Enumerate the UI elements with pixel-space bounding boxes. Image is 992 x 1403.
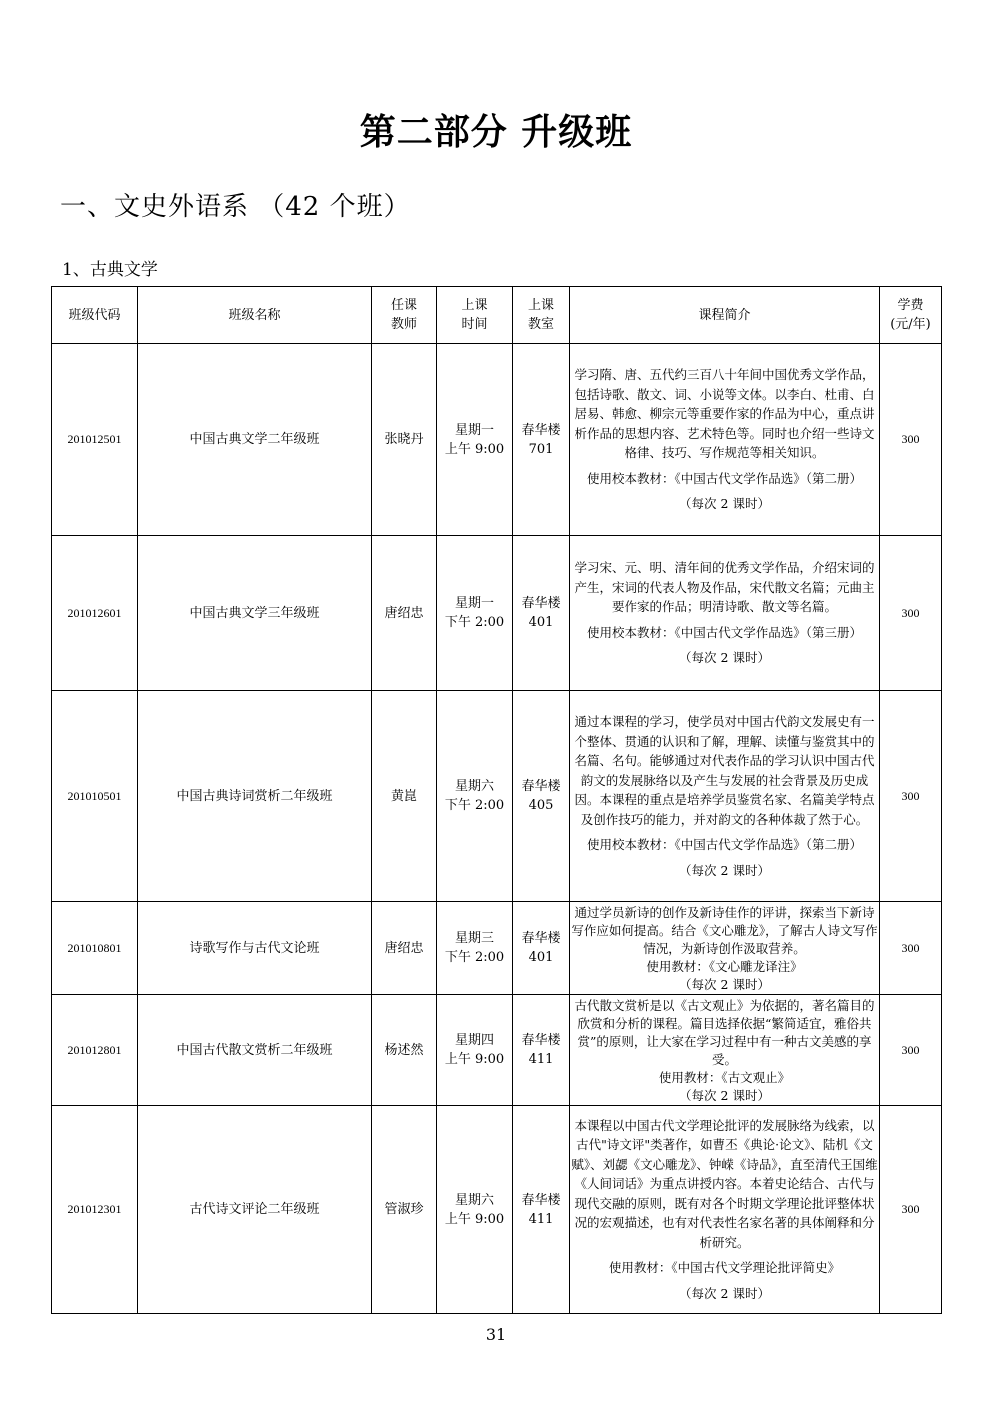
textbook-text: 使用校本教材：《中国古代文学作品选》（第二册） [586, 837, 862, 852]
class-day: 星期四 [454, 1033, 494, 1048]
header-time [437, 287, 513, 344]
class-hour: 下午 2:00 [444, 798, 505, 813]
class-name: 古代诗文评论二年级班 [138, 1106, 372, 1314]
class-code: 201012501 [52, 344, 138, 536]
class-code: 201010501 [52, 691, 138, 902]
classroom [513, 691, 570, 902]
class-code: 201010801 [52, 902, 138, 995]
class-code: 201012601 [52, 536, 138, 691]
tuition-fee: 300 [880, 902, 942, 995]
section-title: 一、文史外语系 （42 个班） [60, 192, 411, 222]
course-table [51, 286, 942, 1314]
classroom-building: 春华楼 [521, 1192, 561, 1208]
table-row [52, 536, 942, 691]
class-day: 星期三 [454, 931, 494, 946]
header-time-line1: 上课 [461, 298, 488, 313]
header-fee-line2: (元/年) [890, 317, 931, 332]
classroom-number: 411 [528, 1052, 554, 1067]
table-row [52, 691, 942, 902]
hours-text: （每次 2 课时） [679, 977, 770, 992]
hours-text: （每次 2 课时） [679, 862, 770, 878]
description-text: 通过本课程的学习，使学员对中国古代韵文发展史有一个整体、贯通的认识和了解，理解、读懂与鉴赏其中的名篇、名句。能够通过对代表作品的学习认识中国古代韵文的发展脉络以及产生与发展的社会背景及历史成因。本课程的重点是培养学员鉴赏名家、名篇美学特点及创作技巧的能力，并对韵文的各种体裁了然于心。 [574, 714, 875, 827]
class-hour: 下午 2:00 [444, 615, 505, 630]
textbook-text: 使用教材：《文心雕龙译注》 [646, 959, 803, 974]
hours-text: （每次 2 课时） [679, 1285, 770, 1301]
class-time [437, 902, 513, 995]
header-room-line2: 教室 [527, 317, 554, 332]
header-fee-line1: 学费 [897, 298, 924, 313]
class-name: 中国古典文学二年级班 [138, 344, 372, 536]
course-description [570, 536, 880, 691]
table-row [52, 1106, 942, 1314]
header-teacher-line1: 任课 [390, 298, 417, 313]
class-hour: 上午 9:00 [444, 441, 505, 457]
teacher-name: 唐绍忠 [372, 536, 437, 691]
class-hour: 下午 2:00 [444, 950, 505, 965]
table-row [52, 995, 942, 1106]
course-description [570, 691, 880, 902]
header-room-line1: 上课 [527, 298, 554, 313]
classroom-building: 春华楼 [521, 422, 561, 438]
course-description [570, 344, 880, 536]
classroom-building: 春华楼 [521, 931, 561, 946]
tuition-fee: 300 [880, 995, 942, 1106]
classroom-number: 411 [528, 1211, 554, 1227]
hours-text: （每次 2 课时） [679, 496, 770, 512]
classroom [513, 995, 570, 1106]
header-teacher-line2: 教师 [390, 317, 417, 332]
class-name: 诗歌写作与古代文论班 [138, 902, 372, 995]
textbook-text: 使用教材：《中国古代文学理论批评简史》 [608, 1260, 841, 1276]
header-class-name: 班级名称 [138, 287, 372, 344]
header-teacher [372, 287, 437, 344]
part-title: 第二部分 升级班 [359, 111, 633, 153]
class-code: 201012801 [52, 995, 138, 1106]
class-name: 中国古典文学三年级班 [138, 536, 372, 691]
class-hour: 上午 9:00 [444, 1211, 505, 1227]
header-description: 课程简介 [570, 287, 880, 344]
course-description [570, 902, 880, 995]
hours-text: （每次 2 课时） [679, 650, 770, 666]
class-day: 星期一 [454, 596, 494, 611]
textbook-text: 使用校本教材：《中国古代文学作品选》（第三册） [586, 624, 862, 640]
class-day: 星期六 [454, 779, 494, 794]
description-text: 通过学员新诗的创作及新诗佳作的评讲，探索当下新诗写作应如何提高。结合《文心雕龙》，了解古人诗文写作情况，为新诗创作汲取营养。 [571, 905, 878, 956]
class-hour: 上午 9:00 [444, 1052, 505, 1067]
classroom-building: 春华楼 [521, 596, 561, 611]
teacher-name: 黄崑 [372, 691, 437, 902]
tuition-fee: 300 [880, 1106, 942, 1314]
class-code: 201012301 [52, 1106, 138, 1314]
table-row [52, 902, 942, 995]
header-room [513, 287, 570, 344]
textbook-text: 使用校本教材：《中国古代文学作品选》（第二册） [586, 470, 862, 486]
class-name: 中国古典诗词赏析二年级班 [138, 691, 372, 902]
tuition-fee: 300 [880, 344, 942, 536]
classroom-building: 春华楼 [521, 779, 561, 794]
teacher-name: 唐绍忠 [372, 902, 437, 995]
subsection-title: 1、古典文学 [62, 260, 158, 280]
header-fee [880, 287, 942, 344]
textbook-text: 使用教材：《古文观止》 [658, 1070, 791, 1085]
classroom-number: 701 [528, 441, 554, 457]
class-time [437, 691, 513, 902]
classroom-number: 401 [528, 950, 554, 965]
course-description [570, 1106, 880, 1314]
description-text: 学习隋、唐、五代约三百八十年间中国优秀文学作品，包括诗歌、散文、词、小说等文体。以李白、杜甫、白居易、韩愈、柳宗元等重要作家的作品为中心，重点讲析作品的思想内容、艺术特色等。同时也介绍一些诗文格律、技巧、写作规范等相关知识。 [574, 367, 875, 461]
class-time [437, 995, 513, 1106]
classroom [513, 536, 570, 691]
table-row [52, 344, 942, 536]
class-day: 星期六 [454, 1192, 494, 1208]
tuition-fee: 300 [880, 691, 942, 902]
page-number: 31 [485, 1325, 507, 1344]
classroom-number: 405 [528, 798, 554, 813]
classroom-building: 春华楼 [521, 1033, 561, 1048]
class-time [437, 344, 513, 536]
table-header-row [52, 287, 942, 344]
description-text: 本课程以中国古代文学理论批评的发展脉络为线索，以古代"诗文评"类著作，如曹丕《典论·论文》、陆机《文赋》、刘勰《文心雕龙》、钟嵘《诗品》，直至清代王国维《人间词话》为重点讲授内容。本着史论结合、古代与现代交融的原则，既有对各个时期文学理论批评整体状况的宏观描述，也有对代表性名家名著的具体阐释和分析研究。 [571, 1117, 878, 1250]
class-day: 星期一 [454, 422, 494, 438]
header-time-line2: 时间 [461, 317, 488, 332]
description-text: 学习宋、元、明、清年间的优秀文学作品，介绍宋词的产生，宋词的代表人物及作品，宋代散文名篇；元曲主要作家的作品；明清诗歌、散文等名篇。 [574, 560, 875, 615]
class-time [437, 1106, 513, 1314]
teacher-name: 杨述然 [372, 995, 437, 1106]
hours-text: （每次 2 课时） [679, 1088, 770, 1103]
class-name: 中国古代散文赏析二年级班 [138, 995, 372, 1106]
teacher-name: 张晓丹 [372, 344, 437, 536]
classroom [513, 902, 570, 995]
classroom [513, 1106, 570, 1314]
teacher-name: 管淑珍 [372, 1106, 437, 1314]
course-description [570, 995, 880, 1106]
tuition-fee: 300 [880, 536, 942, 691]
class-time [437, 536, 513, 691]
description-text: 古代散文赏析是以《古文观止》为依据的，著名篇目的欣赏和分析的课程。篇目选择依据“繁简适宜，雅俗共赏”的原则，让大家在学习过程中有一种古文美感的享受。 [574, 998, 875, 1067]
classroom [513, 344, 570, 536]
classroom-number: 401 [528, 615, 554, 630]
header-class-code: 班级代码 [52, 287, 138, 344]
